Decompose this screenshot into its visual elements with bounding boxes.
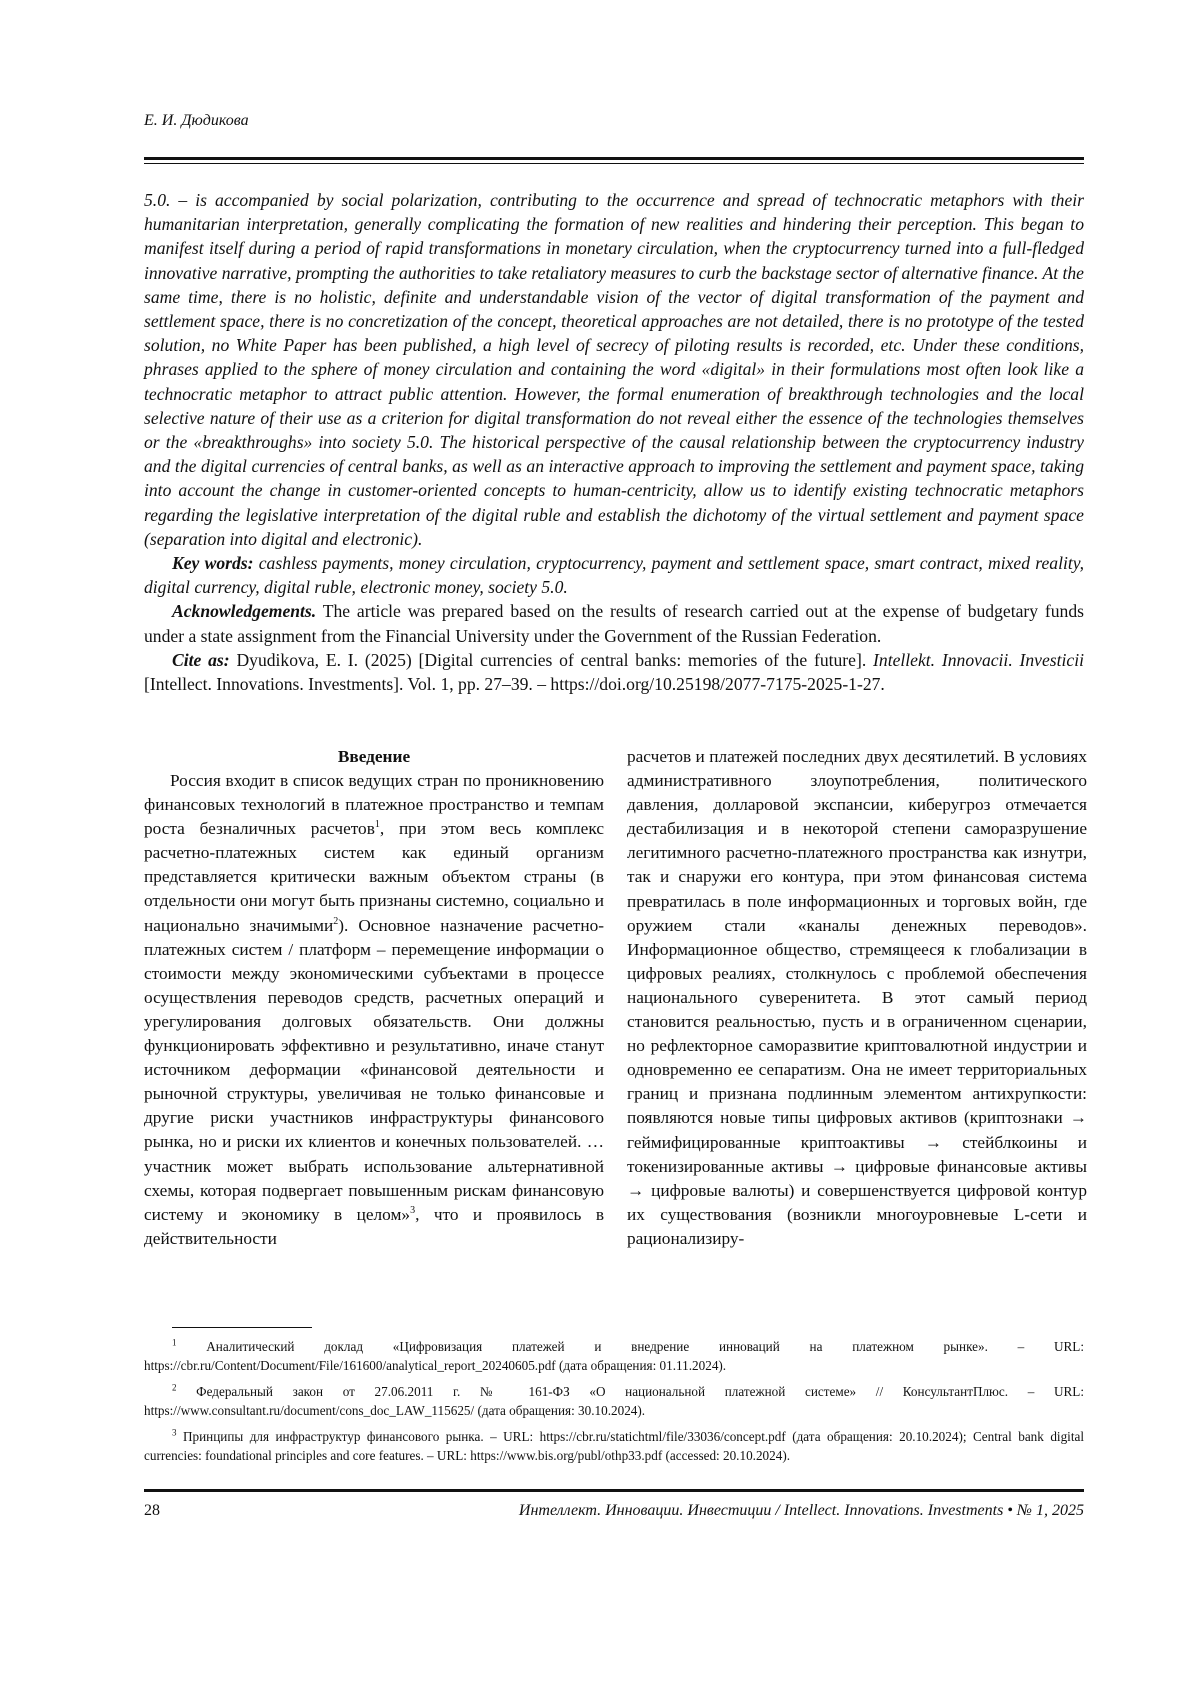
acknowledgements-text: The article was prepared based on the results of research carried out at the expense of budgetary funds under a state assignment from the Financial University under the Government of the Russian Federation. [144,601,1084,646]
acknowledgements-paragraph [144,599,1084,647]
footnote-3 [144,1428,1084,1465]
intro-paragraph [144,769,604,1251]
intro-text-a: Россия входит в список ведущих стран по проникновению финансовых технологий в платежное пространство и темпам роста безналичных расчетов [144,771,604,839]
abstract-text: 5.0. – is accompanied by social polarization, contributing to the occurrence and spread of technocratic metaphors with their humanitarian interpretation, generally complicating the formation of new realities and hindering their perception. This began to manifest itself during a period of rapid transformations in monetary circulation, when the cryptocurrency turned into a full-fledged innovative narrative, prompting the authorities to take retaliatory measures to curb the backstage sector of alternative finance. At the same time, there is no holistic, definite and understandable vision of the vector of digital transformation of the payment and settlement space, there is no concretization of the concept, theoretical approaches are not detailed, there is no prototype of the tested solution, no White Paper has been published, a high level of secrecy of piloting results is recorded, etc. Under these conditions, phrases applied to the sphere of money circulation and containing the word «digital» in their formulations most often look like a technocratic metaphor to attract public attention. However, the formal enumeration of breakthrough technologies and the local selective nature of their use as a criterion for digital transformation do not reveal either the essence of the technologies themselves or the «breakthroughs» into society 5.0. The historical perspective of the causal relationship between the cryptocurrency industry and the digital currencies of central banks, as well as an interactive approach to improving the settlement and payment space, taking into account the change in customer-oriented concepts to human-centricity, allow us to identify existing technocratic metaphors regarding the legislative interpretation of the digital ruble and establish the dichotomy of the virtual settlement and payment space (separation into digital and electronic). [144,190,1084,549]
footnote-ref-3[interactable]: 3 [410,1204,416,1216]
body-column-left [144,745,604,1251]
keywords-text: cashless payments, money circulation, cryptocurrency, payment and settlement space, smart contract, mixed reality, digital currency, digital ruble, electronic money, society 5.0. [144,553,1084,598]
section-heading-introduction: Введение [337,747,411,766]
keywords-label: Key words: [172,553,254,574]
running-head-author: Е. И. Дюдикова [144,112,249,129]
cite-text-a: Dyudikova, E. I. (2025) [Digital currencies of central banks: memories of the future]. [229,649,874,670]
english-abstract [144,188,1084,696]
body-column-right [627,745,1087,1251]
footnote-ref-1[interactable]: 1 [374,819,380,831]
intro-continuation: расчетов и платежей последних двух десятилетий. В условиях административного злоупотребления, политического давления, долларовой экспансии, киберугроз отмечается дестабилизация и в некоторой степени саморазрушение легитимного расчетно-платежного пространства как изнутри, так и снаружи его контура, при этом финансовая система превратилась в поле информационных и торговых войн, где оружием стали «каналы денежных переводов». Информационное общество, стремящееся к глобализации в цифровых реалиях, столкнулось с проблемой обеспечения национального суверенитета. В этот самый период становится реальностью, пусть и в ограниченном сценарии, но рефлекторное саморазвитие криптовалютной индустрии и одновременно ее сепаратизм. Она не имеет территориальных границ и признана подлинным элементом антихрупкости: появляются новые типы цифровых активов (криптознаки → геймифицированные криптоактивы → стейблкоины и токенизированные активы → цифровые финансовые активы → цифровые валюты) и совершенствуется цифровой контур их существования (возникли многоуровневые L-сети и рационализиру- [627,747,1087,1248]
cite-text-b: [Intellect. Innovations. Investments]. Vol. 1, pp. 27–39. – https://doi.org/10.25198/2077-7175-2025-1-27. [144,674,885,695]
journal-name: Интеллект. Инновации. Инвестиции / Intellect. Innovations. Investments • № 1, 2025 [518,1502,1084,1519]
footnote-separator [172,1327,312,1328]
intro-text-b: , при этом весь комплекс расчетно-платежных систем как единый организм представляется критически важным объектом страны (в отдельности они могут быть признаны системно, социально и национально значимыми [144,819,604,935]
journal-page [144,0,1087,1697]
cite-journal: Intellekt. Innovacii. Investicii [873,649,1085,670]
footnote-text: Принципы для инфраструктур финансового рынка. – URL: https://cbr.ru/statichtml/file/33036/concept.pdf (дата обращения: 20.10.2024); Central bank digital currencies: foundational principles and core features. – URL: https://www.bis.org/publ/othp33.pdf (accessed: 20.10.2024). [144,1429,1085,1463]
footnote-text: Федеральный закон от 27.06.2011 г. № 161-ФЗ «О национальной платежной системе» // КонсультантПлюс. – URL: https://www.consultant.ru/document/cons_doc_LAW_115625/ (дата обращения: 30.10.2024). [144,1384,1085,1418]
page-number: 28 [144,1502,160,1519]
footnote-number: 1 [172,1337,177,1348]
footnote-ref-2[interactable]: 2 [333,915,339,927]
intro-text-c: ). Основное назначение расчетно-платежных систем / платформ – перемещение информации о стоимости между экономическими субъектами в процессе осуществления переводов средств, расчетных операций и урегулирования долговых обязательств. Они должны функционировать эффективно и результативно, иначе станут источником деформации «финансовой деятельности и рыночной структуры, увеличивая не только финансовые и другие риски участников инфраструктуры финансового рынка, но и риски их клиентов и конечных пользователей. … участник может выбрать использование альтернативной схемы, которая подвергает повышенным рискам финансовую систему и экономику в целом» [144,915,604,1224]
footnote-number: 2 [172,1382,177,1393]
citation-paragraph [144,648,1084,696]
footnote-text: Аналитический доклад «Цифровизация платежей и внедрение инноваций на платежном рынке». – URL: https://cbr.ru/Content/Document/File/161600/analytical_report_20240605.pdf (дата обращения: 01.11.2024). [144,1339,1085,1373]
acknowledgements-label: Acknowledgements. [172,601,317,622]
footnote-2 [144,1383,1084,1420]
keywords-paragraph [144,551,1084,599]
intro-text-d: , что и проявилось в действительности [144,1204,604,1248]
header-rule [144,157,1084,164]
cite-label: Cite as: [172,649,230,670]
footnote-number: 3 [172,1427,177,1438]
footer-rule [144,1489,1084,1492]
footnote-1 [144,1338,1084,1375]
footnotes [144,1338,1084,1473]
